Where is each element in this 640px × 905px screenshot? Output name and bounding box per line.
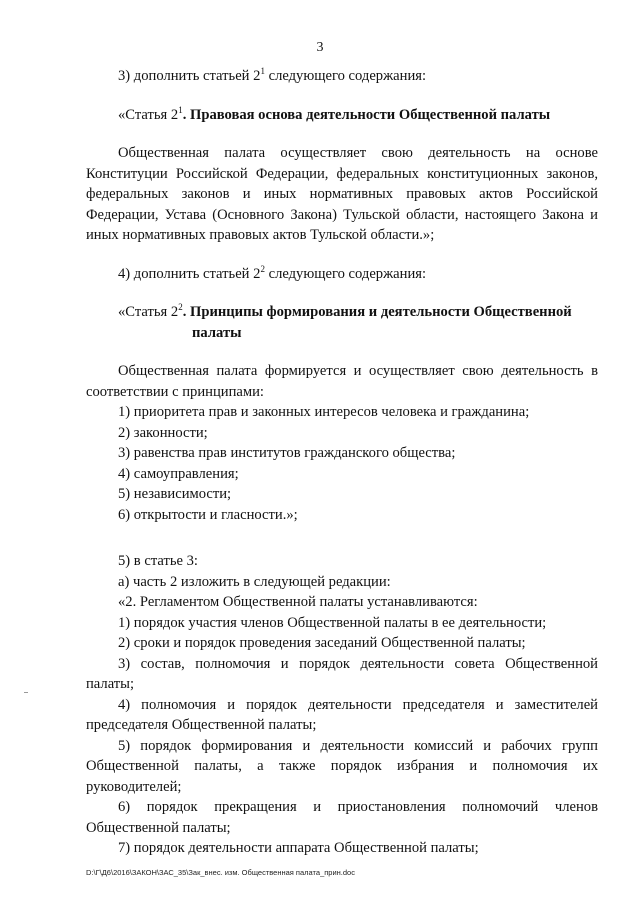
regulation-item: 2) сроки и порядок проведения заседаний Общественной палаты; [118, 635, 526, 651]
document-body [86, 66, 598, 859]
article-2-2-intro: Общественная палата формируется и осуществляет свою деятельность в соответствии с принципами: [86, 363, 598, 400]
article-2-1-heading: «Статья $2^1$. Правовая основа деятельности Общественной палаты [118, 104, 551, 123]
item-3: 3) дополнить статьей $2^1$ следующего содержания: [118, 66, 427, 84]
article-2-1-body: Общественная палата осуществляет свою деятельность на основе Конституции Российской Федерации, федеральных конституционных законов, федеральных законов и иных нормативных правовых актов Российской Федерации, Устава (Основного Закона) Тульской области, настоящего Закона и иных нормативных правовых актов Тульской области.»; [86, 145, 598, 243]
principle-item: 6) открытости и гласности.»; [118, 506, 298, 523]
margin-mark [24, 692, 28, 693]
regulation-item: 1) порядок участия членов Общественной палаты в ее деятельности; [118, 614, 547, 631]
item-5: 5) в статье 3: [118, 553, 198, 569]
regulation-item: 6) порядок прекращения и приостановления полномочий членов Общественной палаты; [86, 799, 598, 836]
regulation-item: 5) порядок формирования и деятельности комиссий и рабочих групп Общественной палаты, а также порядок избрания и полномочия их руководителей; [86, 737, 598, 795]
file-path-footer: D:\Г\Д6\2016\ЗАКОН\ЗАС_35\Зак_внес. изм. Общественная палата_прин.doc [86, 868, 355, 877]
article-2-2-heading: «Статья $2^2$. Принципы формирования и деятельности Общественной палаты [118, 302, 572, 341]
regulation-item: 3) состав, полномочия и порядок деятельности совета Общественной палаты; [86, 655, 598, 692]
item-4: 4) дополнить статьей $2^2$ следующего содержания: [118, 263, 427, 282]
page-number: 3 [316, 40, 324, 55]
principle-item: 2) законности; [118, 424, 208, 441]
regulation-item: 4) полномочия и порядок деятельности председателя и заместителей председателя Общественной палаты; [86, 696, 598, 733]
part-2-intro: «2. Регламентом Общественной палаты устанавливаются: [118, 594, 478, 610]
principle-item: 5) независимости; [118, 486, 232, 502]
regulation-item: 7) порядок деятельности аппарата Общественной палаты; [118, 840, 479, 856]
principle-item: 1) приоритета прав и законных интересов человека и гражданина; [118, 404, 530, 420]
principle-item: 3) равенства прав институтов гражданского общества; [118, 445, 456, 461]
principle-item: 4) самоуправления; [118, 465, 239, 482]
item-5a: а) часть 2 изложить в следующей редакции: [118, 573, 391, 590]
